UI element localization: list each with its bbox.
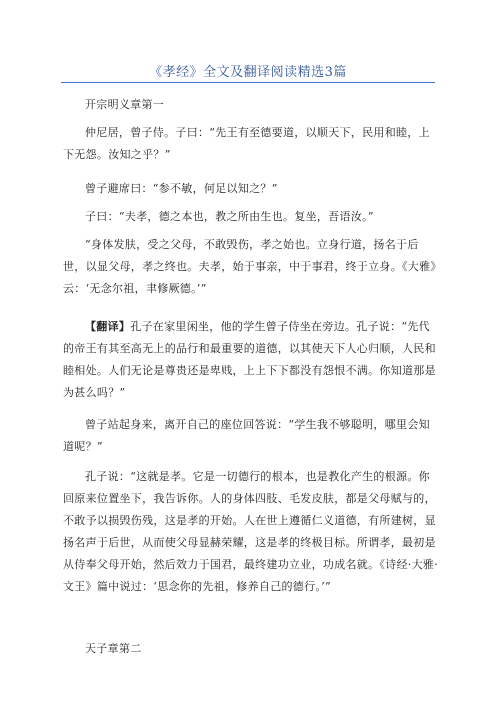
paragraph xyxy=(63,206,438,228)
document-title: 《孝经》全文及翻译阅读精选3篇 xyxy=(149,65,347,80)
paragraph-text: 仲尼居，曾子侍。子曰：“先王有至德要道，以顺天下，民用和睦，上下无怨。汝知之乎？” xyxy=(63,126,430,161)
translation-paragraph xyxy=(63,316,438,404)
paragraph xyxy=(63,234,438,300)
paragraph xyxy=(63,466,438,598)
chapter-heading xyxy=(63,94,438,116)
paragraph-text: 孔子说：“这就是孝。它是一切德行的根本，也是教化产生的根源。你回原来位置坐下，我告诉你。人的身体四肢、毛发皮肤，都是父母赋与的，不敢予以损毁伤残，这是孝的开始。人在世上遵循仁义道德，有所建树，显扬名声于后世，从而使父母显赫荣耀，这是孝的终极目标。所谓孝，最初是从侍奉父母开始，然后效力于国君，最终建功立业，功成名就。《诗经·大雅·文王》篇中说过：‘思念你的先祖，修养自己的德行。’” xyxy=(63,470,438,593)
title-divider xyxy=(61,82,435,83)
paragraph-text: 子曰：“夫孝，德之本也，教之所由生也。复坐，吾语汝。” xyxy=(85,210,374,223)
paragraph-text: 开宗明义章第一 xyxy=(85,98,165,111)
paragraph-text: 曾子避席曰：“参不敏，何足以知之？” xyxy=(85,182,278,195)
paragraph xyxy=(63,122,438,166)
paragraph xyxy=(63,414,438,458)
paragraph xyxy=(63,178,438,200)
paragraph-text: 天子章第二 xyxy=(85,642,142,655)
translation-tag: 【翻译】 xyxy=(85,320,131,333)
paragraph-text: “身体发肤，受之父母，不敢毁伤，孝之始也。立身行道，扬名于后世，以显父母，孝之终也。夫孝，始于事亲，中于事君，终于立身。《大雅》云：‘无念尔祖，聿修厥德。’” xyxy=(63,238,437,295)
paragraph-text: 曾子站起身来，离开自己的座位回答说：“学生我不够聪明，哪里会知道呢？” xyxy=(63,418,430,453)
chapter-heading xyxy=(63,638,438,660)
paragraph-text: 孔子在家里闲坐，他的学生曾子侍坐在旁边。孔子说：“先代的帝王有其至高无上的品行和最重要的道德，以其使天下人心归顺，人民和睦相处。人们无论是尊贵还是卑贱，上上下下都没有怨恨不满。你知道那是为甚么吗？” xyxy=(63,320,436,399)
